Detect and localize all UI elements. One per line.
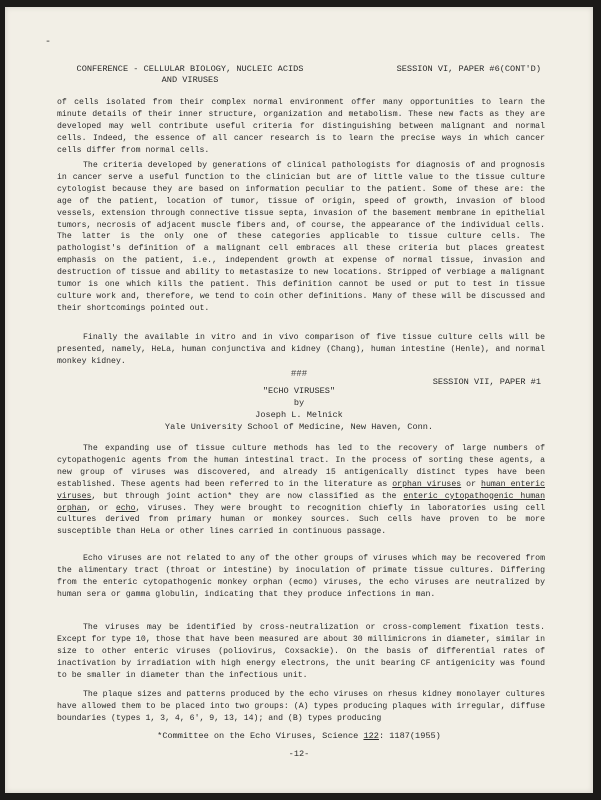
paragraph: The expanding use of tissue culture methods has led to the recovery of large numbers of cytopathogenic agents from the human intestinal tract. In the process of sorting these agents, a new group of viruses was discovered, and already 15 antigenically distinct types have been established. These agents had been referred to in the literature as orphan viruses or human enteric viruses, but through joint action* they are now classified as the enteric cytopathogenic human orphan, or echo, viruses. They were brought to recognition chiefly in laboratories using cell cultures derived from primary human or monkey sources. Such cells have proven to be more susceptible than HeLa or other lines carried in continuous passage. bbox=[57, 444, 546, 537]
paragraph: Finally the available in vitro and in vivo comparison of five tissue culture cells will be presented, namely, HeLa, human conjunctiva and kidney (Chang), human intestine (Henle), and normal monkey kidney. bbox=[57, 333, 545, 366]
author-name: Joseph L. Melnick bbox=[255, 410, 343, 420]
underlined-term: echo bbox=[115, 503, 136, 513]
author-affiliation: Yale University School of Medicine, New Haven, Conn. bbox=[164, 422, 434, 432]
paragraph: The viruses may be identified by cross-neutralization or cross-complement fixation tests. Except for type 10, those that have been measured are about 30 millimicrons in diameter, similar in size to other enteric viruses (poliovirus, Coxsackie). On the basis of differential rates of inactivation by irradiation with high energy electrons, the unit bearing CF antigenicity was found to be smaller in diameter than the infectious unit. bbox=[57, 623, 545, 680]
underlined-term: orphan viruses bbox=[392, 479, 462, 489]
footnote: *Committee on the Echo Viruses, Science 122: 1187(1955) bbox=[157, 731, 441, 741]
underlined-term: human enteric viruses bbox=[57, 479, 546, 501]
paragraph: Echo viruses are not related to any of the other groups of viruses which may be recovered from the alimentary tract (throat or intestine) by inoculation of primate tissue cultures. Differing from the enteric cytopathogenic monkey orphan (ecmo) viruses, the echo viruses are neutralized by human sera or gamma globulin, indicating that they produce infections in man. bbox=[57, 554, 545, 599]
page-number: -12- bbox=[288, 749, 310, 759]
underlined-term: enteric cytopathogenic human orphan bbox=[57, 491, 545, 513]
conference-title-line1: CONFERENCE - CELLULAR BIOLOGY, NUCLEIC ACIDS bbox=[76, 64, 304, 74]
paragraph: of cells isolated from their complex normal environment offer many opportunities to learn the minute details of their inner structure, organization and metabolism. These new facts as they are developed may well contribute useful criteria for distinguishing between malignant and normal cells. Indeed, the essence of all cancer research is to learn the precise ways in which cancer cells differ from normal cells. bbox=[57, 98, 545, 155]
section-separator: ### bbox=[290, 369, 308, 379]
margin-mark: - bbox=[45, 37, 52, 48]
conference-title bbox=[40, 64, 340, 86]
conference-title-line2: AND VIRUSES bbox=[161, 75, 219, 85]
document-page bbox=[5, 7, 593, 793]
byline-by: by bbox=[293, 398, 305, 408]
session-paper-label: SESSION VI, PAPER #6(CONT'D) bbox=[396, 64, 541, 74]
paper-title: "ECHO VIRUSES" bbox=[262, 386, 336, 396]
paragraph: The criteria developed by generations of clinical pathologists for diagnosis of and prognosis in cancer serve a useful function to the clinician but are of little value to the tissue culture cytologist because they are based on information peculiar to the patient. Some of these are: the age of the patient, location of tumor, tissue of origin, speed of growth, invasion of blood vessels, extension through connective tissue septa, invasion of the basement membrane in epithelial tumors, necrosis of adjacent muscle fibers and, of course, the appearance of the individual cells. The latter is the only one of these categories applicable to tissue culture cells. The pathologist's definition of a malignant cell embraces all these criteria but places greatest emphasis on the patient, i.e., independent growth at expense of normal tissue, invasion and destruction of tissue and ability to metastasize to new locations. Stripped of verbiage a malignant tumor is one which kills the patient. This definition cannot be used or put to test in tissue culture work and, therefore, we tend to coin other definitions. Many of these will be discussed and their shortcomings pointed out. bbox=[57, 161, 545, 313]
session-paper-label-2: SESSION VII, PAPER #1 bbox=[432, 377, 541, 387]
paragraph: The plaque sizes and patterns produced by the echo viruses on rhesus kidney monolayer cultures have allowed them to be placed into two groups: (A) types producing plaques with irregular, diffuse boundaries (types 1, 3, 4, 6', 9, 13, 14); and (B) types producing bbox=[57, 690, 545, 723]
